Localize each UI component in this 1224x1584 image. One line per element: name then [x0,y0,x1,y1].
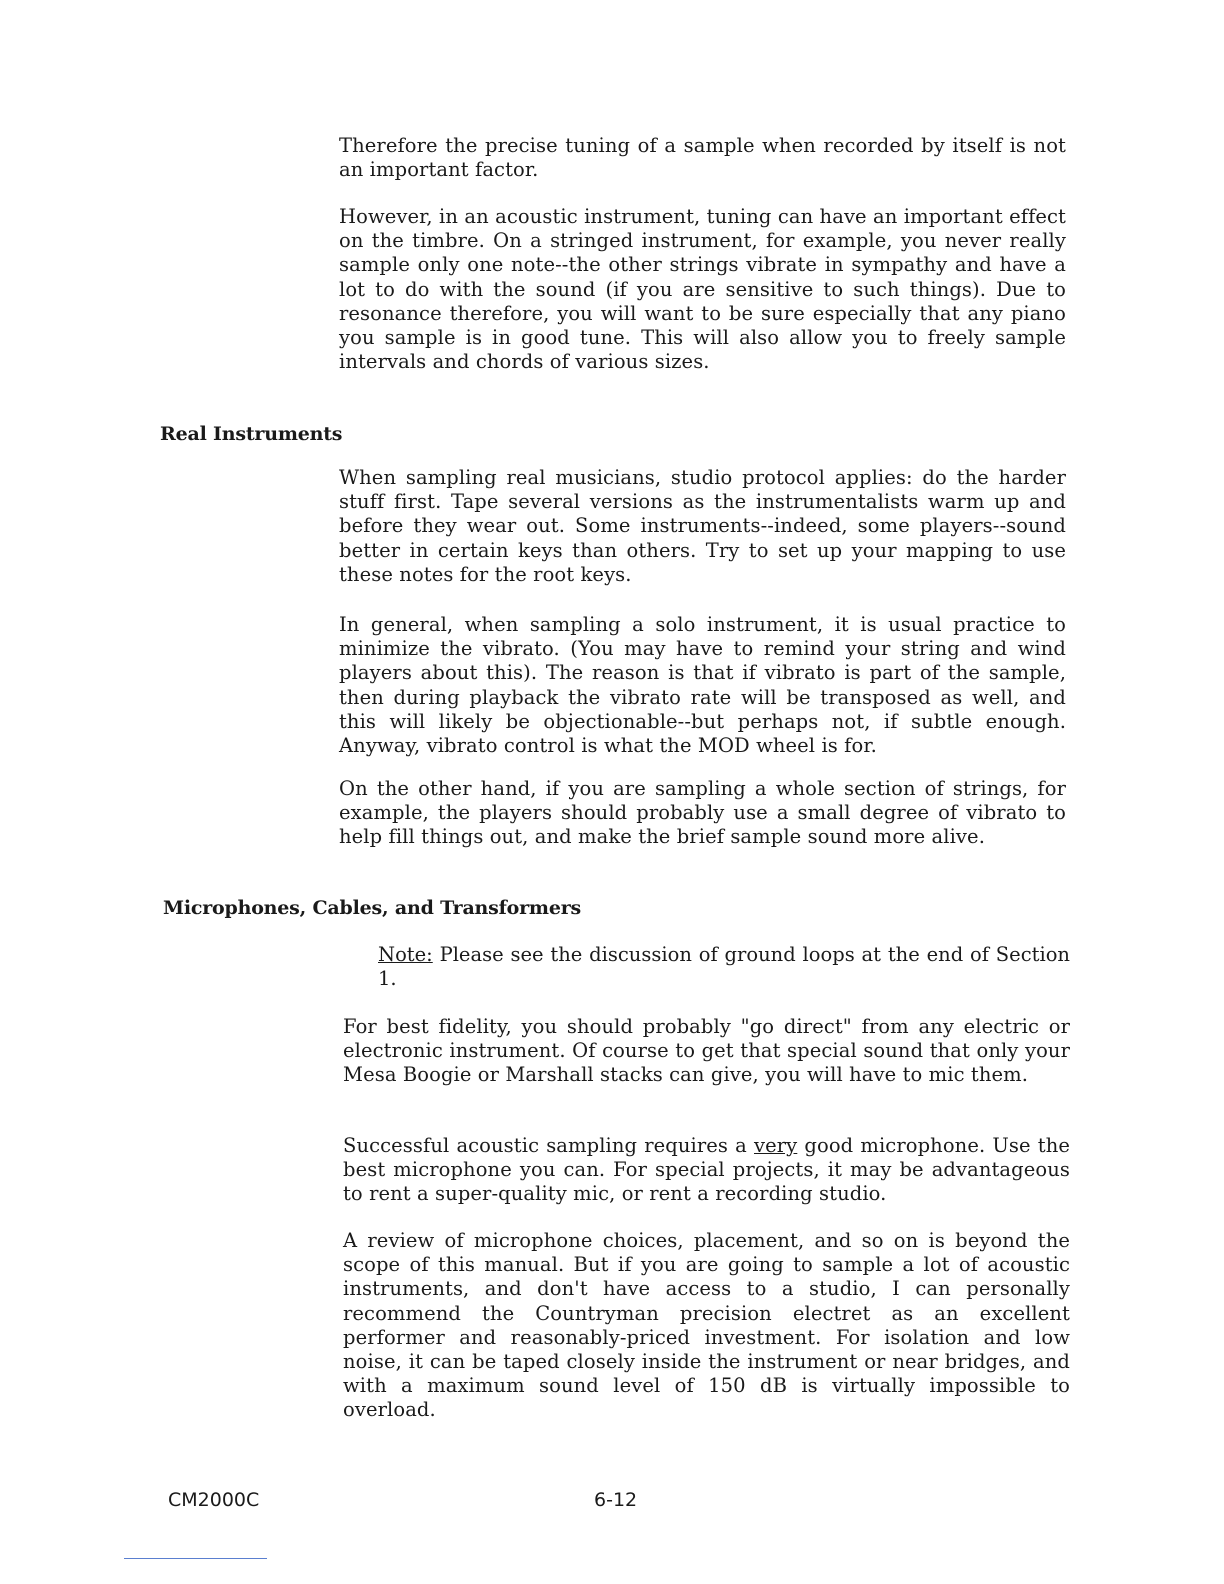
heading-microphones-cables: Microphones, Cables, and Transformers [163,897,582,919]
paragraph-real-musicians: When sampling real musicians, studio protocol applies: do the harder stuff first. Tape several versions as the instrumentalists warm up and before they wear out. Some instruments--indeed, some players--sound better in certain keys than others. Try to set up your mapping to use these notes for the root keys. [339,466,1066,586]
paragraph-acoustic-tuning: However, in an acoustic instrument, tuning can have an important effect on the timbre. On a stringed instrument, for example, you never really sample only one note--the other strings vibrate in sympathy and have a lot to do with the sound (if you are sensitive to such things). Due to resonance therefore, you will want to be sure especially that any piano you sample is in good tune. This will also allow you to freely sample intervals and chords of various sizes. [339,205,1066,374]
note-text: Please see the discussion of ground loops at the end of Section 1. [378,943,1070,991]
footer-document-id: CM2000C [168,1489,260,1511]
emphasis-very: very [754,1134,798,1157]
heading-real-instruments: Real Instruments [160,423,343,445]
paragraph-vibrato-solo: In general, when sampling a solo instrument, it is usual practice to minimize the vibrato. (You may have to remind your string and wind players about this). The reason is that if vibrato is part of the sample, then during playback the vibrato rate will be transposed as well, and this will likely be objectionable--but perhaps not, if subtle enough. Anyway, vibrato control is what the MOD wheel is for. [339,613,1066,758]
note-label: Note: [378,943,433,966]
paragraph-microphone-review: A review of microphone choices, placement, and so on is beyond the scope of this manual. But if you are going to sample a lot of acoustic instruments, and don't have access to a studio, I can personally recommend the Countryman precision electret as an excellent performer and reasonably-priced investment. For isolation and low noise, it can be taped closely inside the instrument or near bridges, and with a maximum sound level of 150 dB is virtually impossible to overload. [343,1229,1070,1422]
paragraph-go-direct: For best fidelity, you should probably "go direct" from any electric or electronic instrument. Of course to get that special sound that only your Mesa Boogie or Marshall stacks can give, you will have to mic them. [343,1015,1070,1087]
footer-page-number: 6-12 [594,1489,638,1511]
paragraph-tuning-factor: Therefore the precise tuning of a sample when recorded by itself is not an important factor. [339,134,1066,182]
text-segment: good microphone. Use the best microphone you can. For special projects, it may be advantageous to rent a super-quality mic, or rent a recording studio. [343,1134,1070,1206]
text-segment: Successful acoustic sampling requires a [343,1134,754,1157]
note-ground-loops [378,943,1070,991]
paragraph-good-microphone [343,1134,1070,1207]
bottom-rule-divider [124,1558,267,1559]
paragraph-section-strings: On the other hand, if you are sampling a whole section of strings, for example, the players should probably use a small degree of vibrato to help fill things out, and make the brief sample sound more alive. [339,777,1066,849]
